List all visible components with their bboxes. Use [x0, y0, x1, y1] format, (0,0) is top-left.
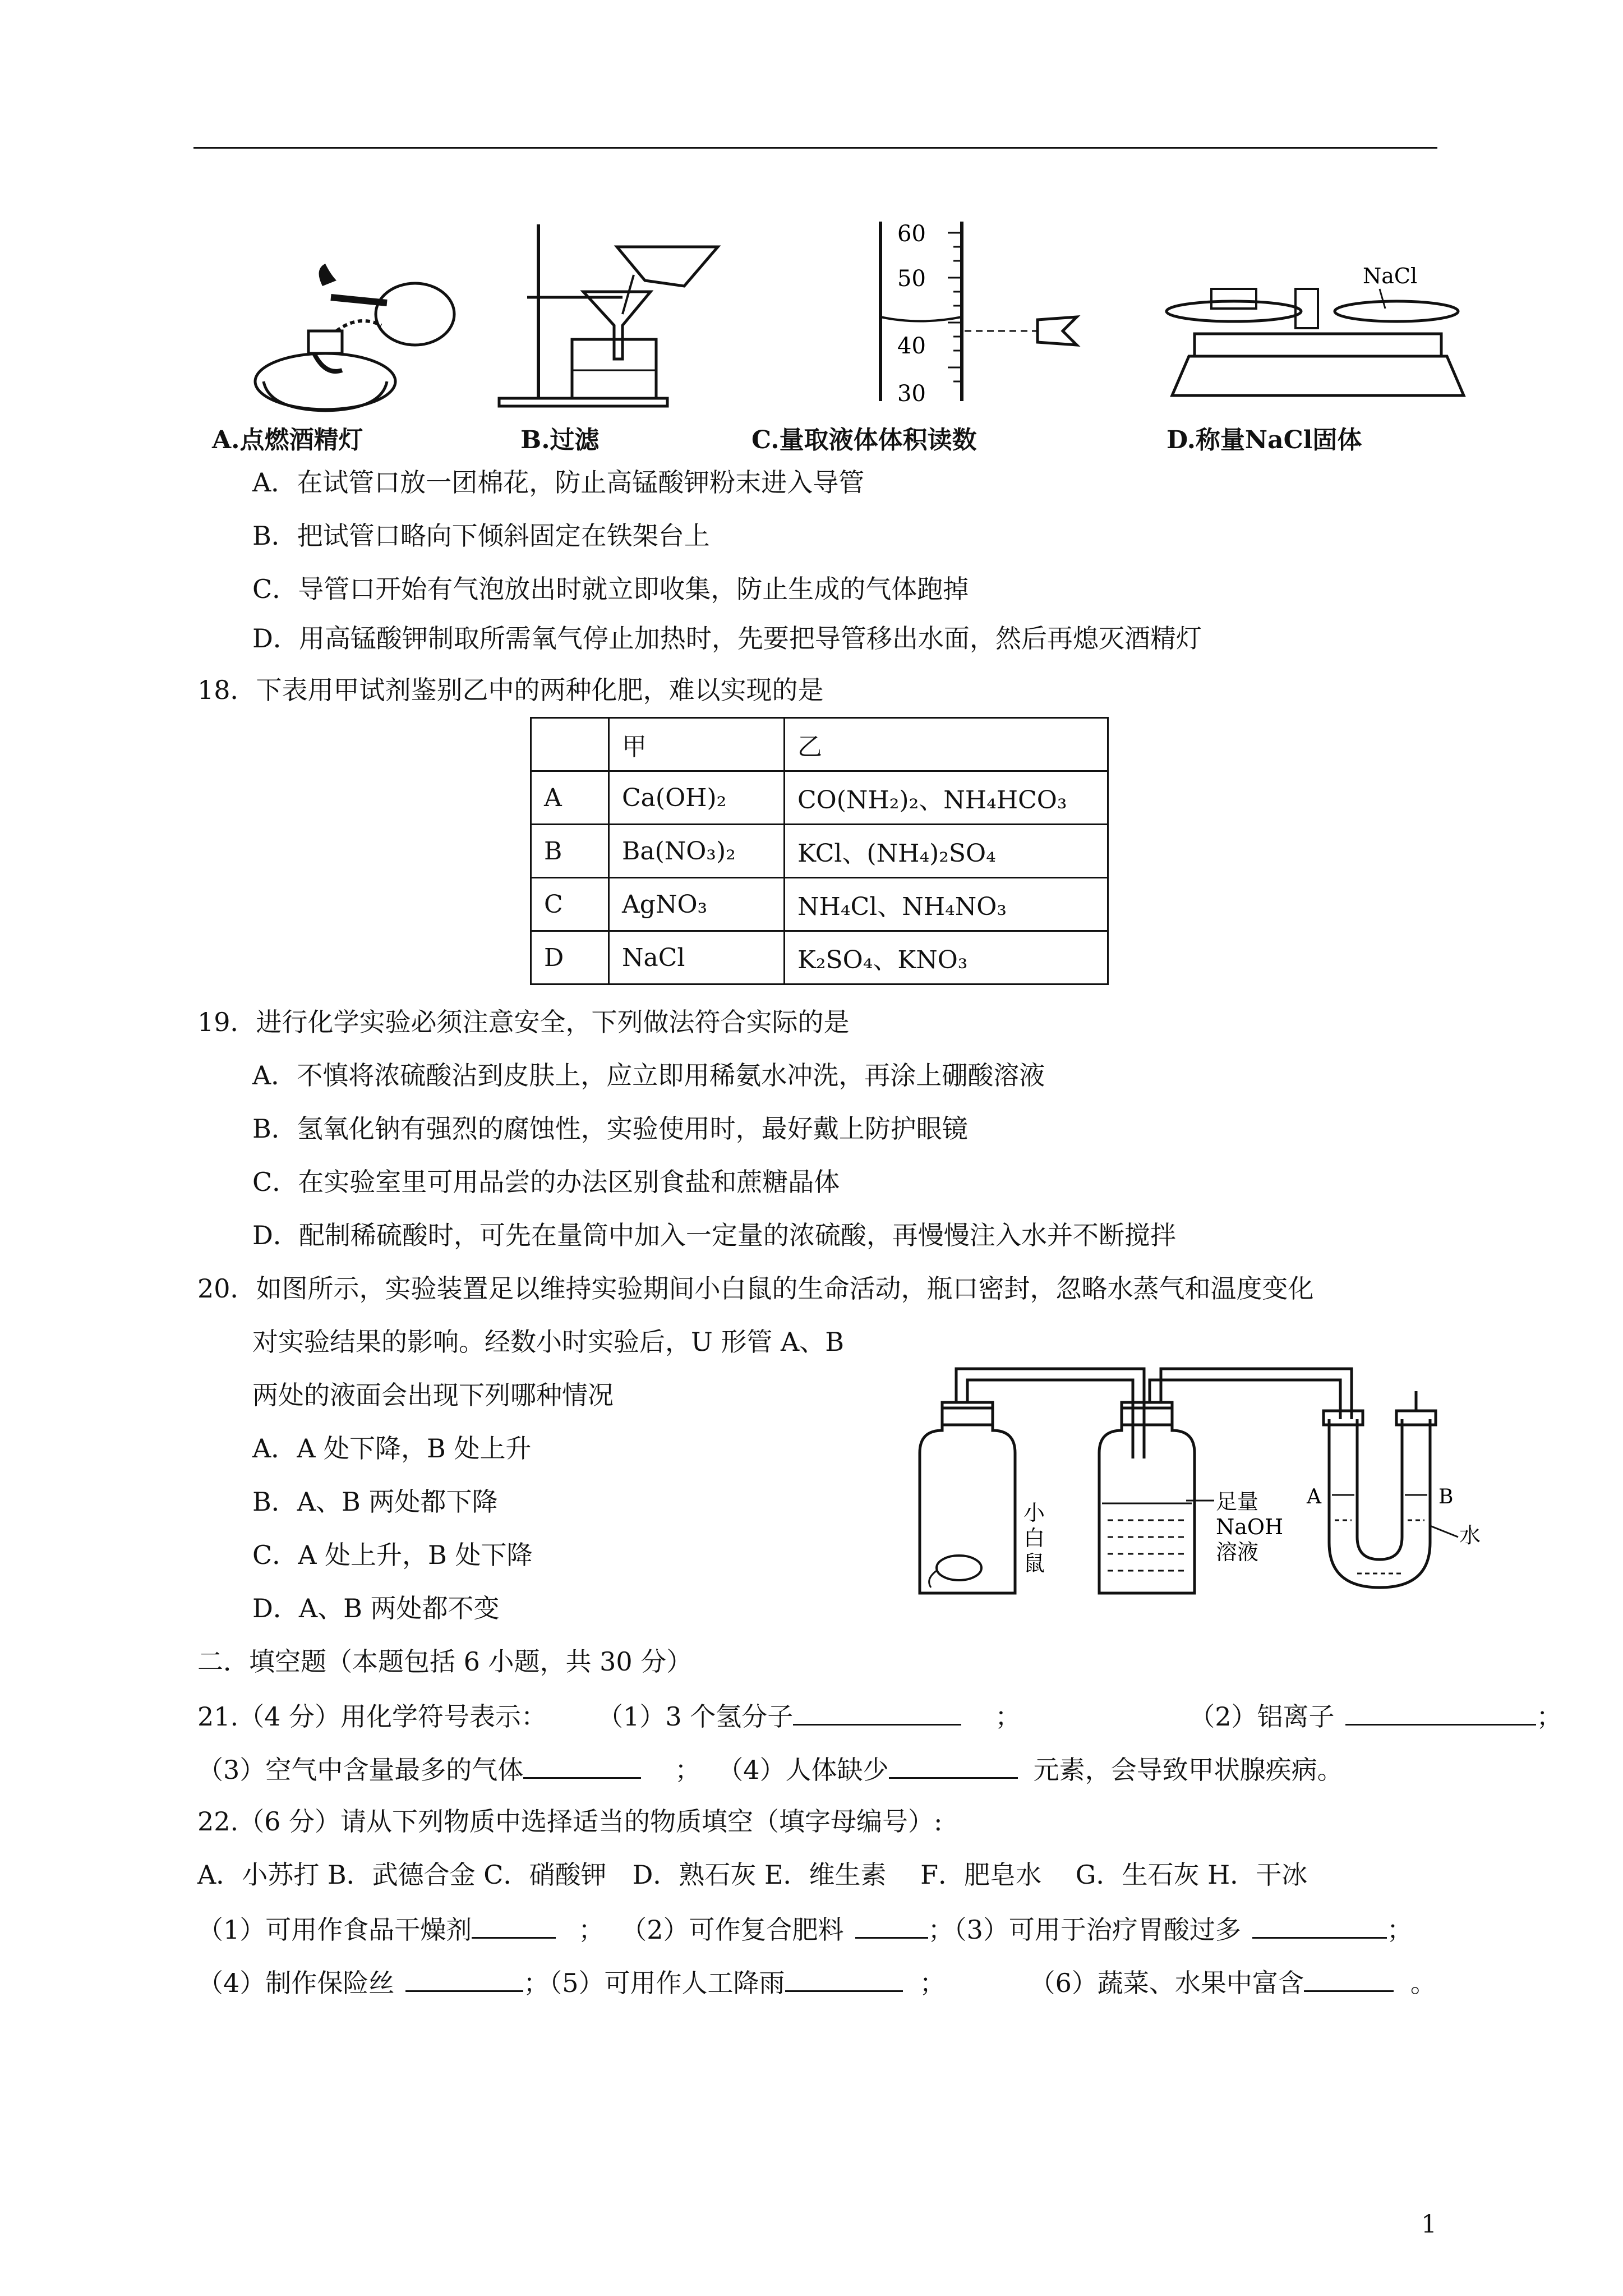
caption-b: B.过滤	[520, 426, 600, 454]
q21-blank-1[interactable]	[793, 1698, 961, 1726]
q19-option-a: A．不慎将浓硫酸沾到皮肤上，应立即用稀氨水冲洗，再涂上硼酸溶液	[252, 1060, 1045, 1091]
figure-a-alcohol-lamp	[247, 264, 460, 421]
q22-item-2: （2）可作复合肥料	[621, 1915, 844, 1945]
q21-sep-3: ；	[675, 1755, 701, 1785]
label-mouse-2: 白	[1023, 1526, 1045, 1550]
table-cell: AgNO₃	[609, 878, 785, 931]
q22-blank-3[interactable]	[1252, 1911, 1387, 1939]
q22-item-5: （5）可用作人工降雨	[549, 1968, 785, 1998]
q21-part-5: 元素，会导致甲状腺疾病。	[1033, 1755, 1343, 1785]
tick-30: 30	[897, 381, 926, 407]
table-cell: Ba(NO₃)₂	[609, 825, 785, 878]
header-rule	[193, 147, 1437, 149]
q22-sep-6: 。	[1410, 1968, 1436, 1998]
label-naoh-1: 足量	[1216, 1489, 1259, 1514]
label-mouse-1: 小	[1023, 1501, 1045, 1525]
figure-c-cylinder	[869, 222, 1110, 407]
q20-stem-3: 两处的液面会出现下列哪种情况	[252, 1380, 614, 1410]
q22-blank-2[interactable]	[855, 1911, 928, 1939]
label-water: 水	[1459, 1523, 1481, 1548]
table-cell	[531, 718, 609, 771]
q21-blank-4[interactable]	[889, 1751, 1018, 1779]
caption-c: C.量取液体体积读数	[751, 426, 977, 454]
q22-sep-2: ；	[928, 1915, 954, 1945]
q20-option-b: B．A、B 两处都下降	[252, 1487, 498, 1517]
q19-option-d: D．配制稀硫酸时，可先在量筒中加入一定量的浓硫酸，再慢慢注入水并不断搅拌	[252, 1220, 1176, 1250]
table-cell: 乙	[785, 718, 1108, 771]
q17-option-b: B．把试管口略向下倾斜固定在铁架台上	[252, 521, 710, 551]
table-row	[531, 825, 1108, 878]
q19-option-b: B．氢氧化钠有强烈的腐蚀性，实验使用时，最好戴上防护眼镜	[252, 1114, 968, 1144]
table-cell: KCl、(NH₄)₂SO₄	[785, 825, 1108, 878]
q19-stem: 19．进行化学实验必须注意安全，下列做法符合实际的是	[197, 1007, 850, 1037]
q21-sep-1: ；	[995, 1701, 1021, 1732]
tick-40: 40	[897, 333, 926, 359]
q21-part-3: （3）空气中含量最多的气体	[197, 1755, 524, 1785]
table-cell: D	[531, 931, 609, 984]
q22-choices: A．小苏打 B．武德合金 C．硝酸钾 D．熟石灰 E．维生素 F．肥皂水 G．生石灰 H．干冰	[197, 1860, 1308, 1890]
table-cell: 甲	[609, 718, 785, 771]
figure-d-balance	[1161, 261, 1475, 407]
caption-d: D.称量NaCl固体	[1166, 426, 1362, 454]
caption-a: A.点燃酒精灯	[212, 426, 363, 454]
q22-sep-3: ；	[1386, 1915, 1413, 1945]
page-number: 1	[1421, 2210, 1437, 2239]
q20-stem-1: 20．如图所示，实验装置足以维持实验期间小白鼠的生命活动，瓶口密封，忽略水蒸气和温度变化	[197, 1273, 1314, 1304]
q21-line-2	[197, 1751, 1343, 1787]
table-cell: K₂SO₄、KNO₃	[785, 931, 1108, 984]
section-2-heading: 二．填空题（本题包括 6 小题，共 30 分）	[197, 1646, 693, 1677]
q17-option-a: A．在试管口放一团棉花，防止高锰酸钾粉末进入导管	[252, 467, 865, 498]
q22-sep-4: ；	[523, 1968, 550, 1998]
q19-option-c: C．在实验室里可用品尝的办法区别食盐和蔗糖晶体	[252, 1167, 840, 1197]
q22-stem: 22.（6 分）请从下列物质中选择适当的物质填空（填字母编号）:	[197, 1806, 943, 1837]
q20-option-d: D．A、B 两处都不变	[252, 1593, 500, 1623]
label-mouse-3: 鼠	[1023, 1551, 1045, 1576]
q22-blank-6[interactable]	[1304, 1964, 1394, 1992]
q21-sep-2: ；	[1536, 1701, 1562, 1732]
q18-table	[530, 717, 1109, 985]
q22-item-1: （1）可用作食品干燥剂	[197, 1915, 472, 1945]
q20-apparatus-diagram	[909, 1358, 1514, 1599]
q22-line-2	[197, 1964, 1436, 2000]
q22-blank-4[interactable]	[405, 1964, 523, 1992]
label-naoh-2: NaOH	[1216, 1515, 1284, 1539]
table-cell: A	[531, 771, 609, 825]
nacl-label: NaCl	[1363, 264, 1418, 288]
q22-sep-5: ；	[919, 1968, 946, 1998]
label-naoh-3: 溶液	[1216, 1540, 1259, 1565]
q21-part-1: （1）3 个氢分子	[597, 1701, 794, 1732]
q18-stem: 18．下表用甲试剂鉴别乙中的两种化肥，难以实现的是	[197, 675, 824, 705]
table-row	[531, 878, 1108, 931]
table-row	[531, 931, 1108, 984]
q21-part-4: （4）人体缺少	[717, 1755, 889, 1785]
q21-stem: 21.（4 分）用化学符号表示：	[197, 1701, 547, 1732]
q20-stem-2: 对实验结果的影响。经数小时实验后，U 形管 A、B	[252, 1327, 845, 1357]
q21-blank-2[interactable]	[1345, 1698, 1536, 1726]
table-cell: B	[531, 825, 609, 878]
q22-item-4: （4）制作保险丝	[197, 1968, 395, 1998]
figure-b-filtration	[494, 224, 740, 409]
q22-blank-1[interactable]	[472, 1911, 556, 1939]
table-cell: C	[531, 878, 609, 931]
q21-blank-3[interactable]	[523, 1751, 641, 1779]
q22-item-6: （6）蔬菜、水果中富含	[1029, 1968, 1304, 1998]
q20-option-c: C．A 处上升，B 处下降	[252, 1540, 533, 1570]
q22-item-3: （3）可用于治疗胃酸过多	[953, 1915, 1241, 1945]
q22-sep-1: ；	[578, 1915, 605, 1945]
tick-50: 50	[897, 266, 926, 292]
label-a: A	[1307, 1485, 1321, 1508]
table-row	[531, 771, 1108, 825]
q17-option-c: C．导管口开始有气泡放出时就立即收集，防止生成的气体跑掉	[252, 574, 969, 604]
q20-option-a: A．A 处下降，B 处上升	[252, 1433, 532, 1464]
table-cell: NaCl	[609, 931, 785, 984]
q21-line-1	[197, 1698, 1562, 1733]
tick-60: 60	[897, 222, 926, 247]
q17-option-d: D．用高锰酸钾制取所需氧气停止加热时，先要把导管移出水面，然后再熄灭酒精灯	[252, 623, 1202, 654]
label-b: B	[1438, 1485, 1454, 1508]
table-row	[531, 718, 1108, 771]
table-cell: NH₄Cl、NH₄NO₃	[785, 878, 1108, 931]
table-cell: CO(NH₂)₂、NH₄HCO₃	[785, 771, 1108, 825]
q22-line-1	[197, 1911, 1413, 1947]
q22-blank-5[interactable]	[785, 1964, 903, 1992]
q21-part-2: （2）铝离子	[1189, 1701, 1335, 1732]
table-cell: Ca(OH)₂	[609, 771, 785, 825]
